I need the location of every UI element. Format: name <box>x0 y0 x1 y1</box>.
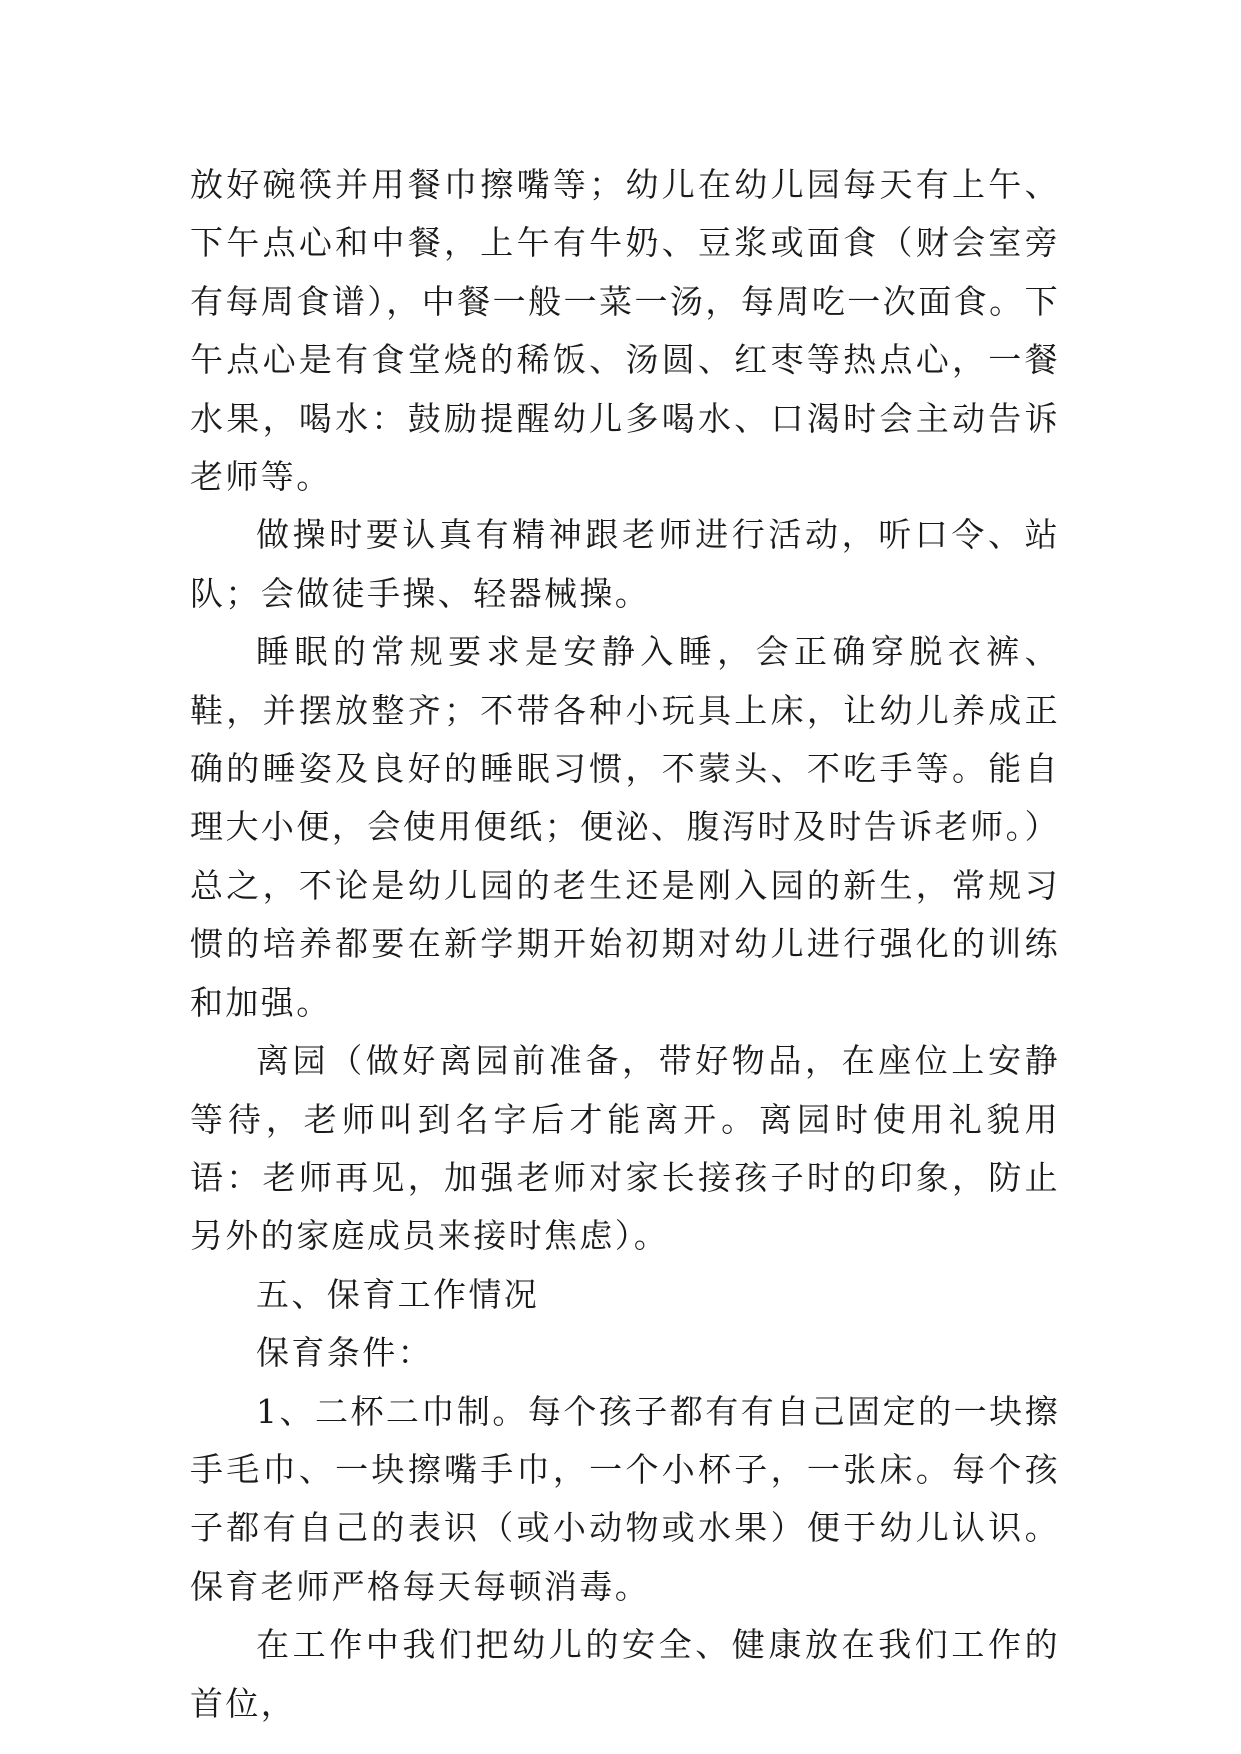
section-heading-care-work: 五、保育工作情况 <box>256 1274 540 1314</box>
paragraph-safety-health: 在工作中我们把幼儿的安全、健康放在我们工作的首位， <box>190 1625 1060 1723</box>
paragraph-sleep: 睡眠的常规要求是安静入睡，会正确穿脱衣裤、鞋，并摆放整齐；不带各种小玩具上床，让幼儿养成正确的睡姿及良好的睡眠习惯，不蒙头、不吃手等。能自理大小便，会使用便纸；便泌、腹泻时及时告诉老师。）总之，不论是幼儿园的老生还是刚入园的新生，常规习惯的培养都要在新学期开始初期对幼儿进行强化的训练和加强。 <box>190 632 1060 1022</box>
subheading-care-conditions: 保育条件： <box>256 1333 433 1373</box>
paragraph-leaving: 离园（做好离园前准备，带好物品，在座位上安静等待，老师叫到名字后才能离开。离园时使用礼貌用语：老师再见，加强老师对家长接孩子时的印象，防止另外的家庭成员来接时焦虑）。 <box>190 1041 1060 1256</box>
paragraph-exercise: 做操时要认真有精神跟老师进行活动，听口令、站队；会做徒手操、轻器械操。 <box>190 515 1060 613</box>
document-body <box>190 156 1060 1733</box>
paragraph-cups-towels: 1、二杯二巾制。每个孩子都有有自己固定的一块擦手毛巾、一块擦嘴手巾，一个小杯子，一张床。每个孩子都有自己的表识（或小动物或水果）便于幼儿认识。保育老师严格每天每顿消毒。 <box>190 1391 1060 1606</box>
paragraph-meals: 放好碗筷并用餐巾擦嘴等；幼儿在幼儿园每天有上午、下午点心和中餐，上午有牛奶、豆浆或面食（财会室旁有每周食谱），中餐一般一菜一汤，每周吃一次面食。下午点心是有食堂烧的稀饭、汤圆、红枣等热点心，一餐水果，喝水：鼓励提醒幼儿多喝水、口渴时会主动告诉老师等。 <box>190 165 1060 497</box>
